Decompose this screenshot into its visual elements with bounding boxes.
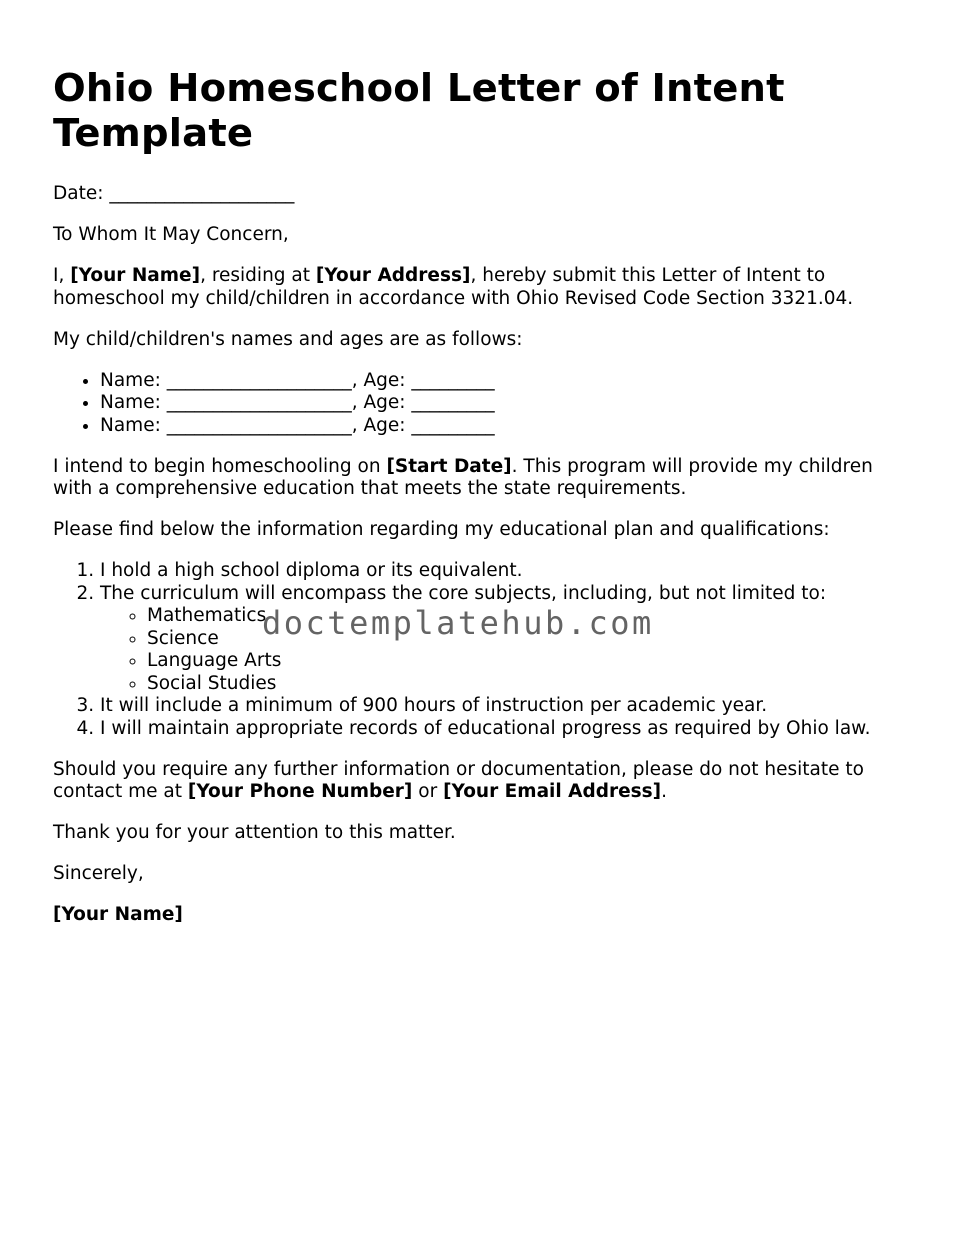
intro-suffix: , hereby submit this Letter of Intent to homeschool my child/children in accordance with Ohio Revised Code Section 3321.04.: [53, 265, 854, 309]
child-age-label: , Age:: [351, 369, 406, 391]
page-title: Ohio Homeschool Letter of Intent Template: [53, 66, 785, 156]
intro-mid: , residing at: [200, 265, 316, 286]
start-suffix: . This program will provide my children with a comprehensive education that meets the state requirements.: [53, 455, 873, 499]
plan-list: [53, 560, 913, 740]
date-blank: ____________________: [109, 183, 295, 204]
contact-paragraph: [53, 759, 913, 804]
children-list: [53, 370, 913, 438]
plan-item: 4. I will maintain appropriate records of educational progress as required by Ohio law.: [100, 718, 913, 741]
thanks-line: Thank you for your attention to this matter.: [53, 822, 456, 843]
child-age-blank: _________: [411, 414, 495, 436]
closing-line: Sincerely,: [53, 863, 144, 884]
plan-item: 1. I hold a high school diploma or its equivalent.: [100, 560, 913, 583]
address-placeholder: [Your Address]: [315, 265, 471, 286]
phone-placeholder: [Your Phone Number]: [187, 781, 413, 802]
child-item: [100, 370, 913, 393]
children-intro: My child/children's names and ages are as follows:: [53, 328, 523, 350]
plan-item: 3. It will include a minimum of 900 hours of instruction per academic year.: [100, 695, 913, 718]
start-prefix: I intend to begin homeschooling on: [53, 455, 387, 477]
child-age-label: , Age:: [351, 392, 406, 413]
subject-item: ◦ Language Arts: [147, 650, 913, 673]
start-date-placeholder: [Start Date]: [386, 455, 512, 477]
subjects-list: [100, 605, 913, 695]
contact-suffix: .: [661, 781, 668, 802]
child-name-label: Name:: [100, 369, 161, 391]
watermark-text: doctemplatehub.com: [262, 604, 654, 642]
email-placeholder: [Your Email Address]: [443, 781, 662, 802]
signature-name: [Your Name]: [53, 904, 183, 925]
child-name-label: Name:: [100, 414, 161, 436]
contact-mid: or: [412, 781, 444, 802]
child-name-blank: ____________________: [166, 369, 352, 391]
child-age-blank: _________: [411, 392, 495, 413]
intro-prefix: I,: [53, 265, 71, 286]
start-paragraph: [53, 456, 913, 501]
intro-paragraph: [53, 265, 913, 310]
child-item: [100, 392, 913, 415]
child-name-label: Name:: [100, 392, 161, 413]
salutation: To Whom It May Concern,: [53, 224, 289, 245]
child-item: [100, 415, 913, 438]
child-name-blank: ____________________: [166, 414, 352, 436]
date-label: Date:: [53, 183, 104, 204]
name-placeholder: [Your Name]: [70, 265, 201, 286]
plan-item: [100, 583, 913, 696]
subject-item: ◦ Science: [147, 628, 913, 651]
subject-item: ◦ Social Studies: [147, 673, 913, 696]
child-age-blank: _________: [411, 369, 495, 391]
letter-document: [53, 66, 913, 945]
subject-item: ◦ Mathematics: [147, 605, 913, 628]
child-age-label: , Age:: [351, 414, 406, 436]
contact-prefix: Should you require any further information or documentation, please do not hesitate to contact me at: [53, 758, 864, 802]
plan-item-text: The curriculum will encompass the core subjects, including, but not limited to:: [100, 582, 827, 604]
date-line: [53, 183, 913, 206]
plan-intro: Please find below the information regarding my educational plan and qualifications:: [53, 519, 830, 540]
signature-line: [53, 904, 913, 927]
child-name-blank: ____________________: [166, 392, 352, 413]
